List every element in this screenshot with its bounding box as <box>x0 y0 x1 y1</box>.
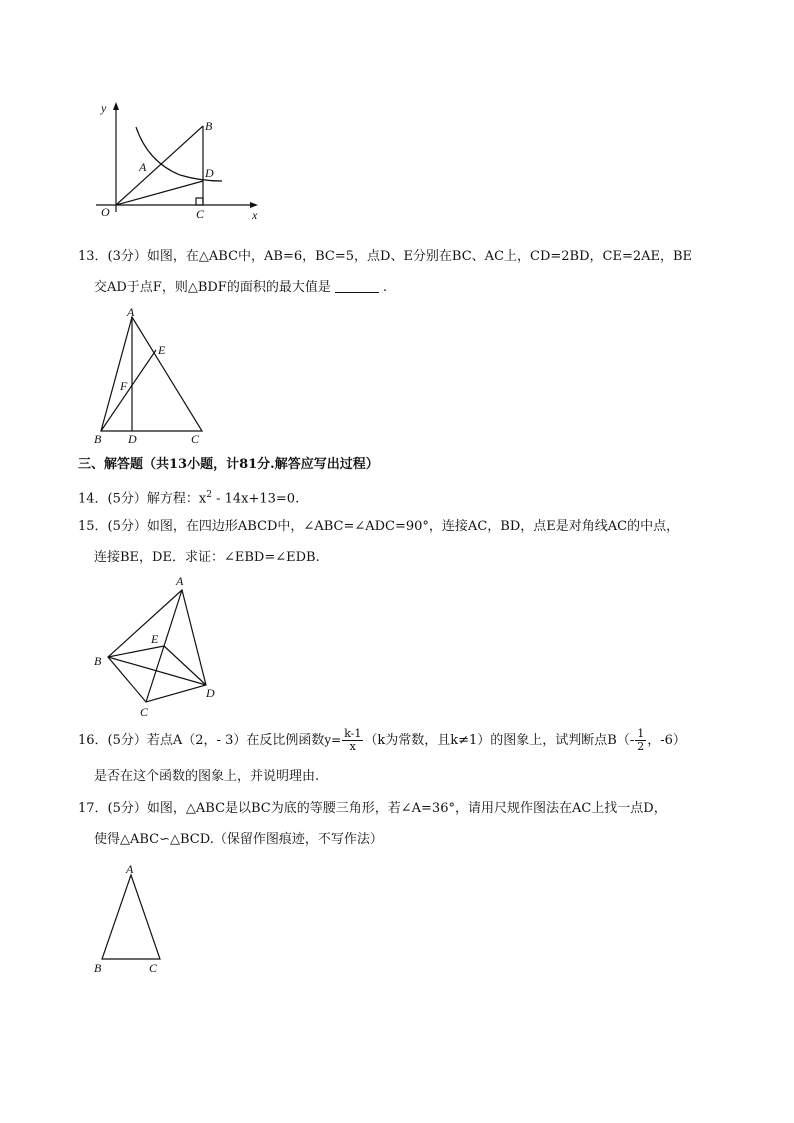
triangle-ABC <box>102 875 160 959</box>
q16-line2: 是否在这个函数的图象上，并说明理由. <box>94 769 320 784</box>
q16-text-a: 16．(5分）若点A（2，- 3）在反比例函数 <box>78 733 325 748</box>
label-A: A <box>127 305 135 319</box>
q16-point-B: B（- <box>607 733 635 748</box>
q16-half-denominator: 2 <box>637 740 645 753</box>
q15-line2: 连接BE，DE．求证：∠EBD=∠EDB. <box>94 550 320 565</box>
label-D: D <box>206 686 215 700</box>
label-D: D <box>128 432 137 446</box>
label-C: C <box>191 432 200 446</box>
label-E: E <box>158 343 166 357</box>
label-y-axis: y <box>101 101 107 115</box>
q16-frac-numerator: k-1 <box>344 727 362 740</box>
label-F: F <box>120 379 128 393</box>
section3-title: 三、解答题（共13小题，计81分.解答应写出过程） <box>78 457 379 472</box>
label-C: C <box>140 705 149 719</box>
q14-text-b: - 14x+13=0. <box>211 491 300 507</box>
label-A: A <box>126 862 134 876</box>
label-O: O <box>101 205 110 219</box>
q15-line1: 15．(5分）如图，在四边形ABCD中，∠ABC=∠ADC=90°，连接AC，BD，点E是对角线AC的中点， <box>78 519 680 534</box>
q13-line1: 13．(3分）如图，在△ABC中，AB=6，BC=5，点D、E分别在BC、AC上，CD=2BD，CE=2AE，BE <box>78 249 693 264</box>
label-B: B <box>94 961 102 975</box>
q17-line1: 17．(5分）如图，△ABC是以BC为底的等腰三角形，若∠A=36°，请用尺规作图法在AC上找一点D， <box>78 801 667 816</box>
q13-line2-text: 交AD于点F，则△BDF的面积的最大值是 <box>94 280 331 295</box>
label-C: C <box>196 207 205 221</box>
q16-text-c: ，-6） <box>647 733 686 748</box>
label-x-axis: x <box>252 208 258 222</box>
label-D: D <box>205 166 214 180</box>
label-A: A <box>176 574 184 588</box>
q17-line2: 使得△ABC∽△BCD.（保留作图痕迹，不写作法） <box>94 832 383 847</box>
q16-frac-denominator: x <box>349 740 356 753</box>
q16-half-numerator: 1 <box>637 727 645 740</box>
label-B: B <box>94 432 102 446</box>
q14-exponent: 2 <box>206 490 212 500</box>
q14-text-a: 14．(5分）解方程：x <box>78 491 207 507</box>
q16-y-eq: y= <box>324 733 342 747</box>
label-B: B <box>94 654 102 668</box>
label-C: C <box>149 961 158 975</box>
label-B: B <box>205 119 213 133</box>
q16-text-b: （k为常数，且k≠1）的图象上，试判断点 <box>364 733 608 748</box>
label-A: A <box>139 160 147 174</box>
label-E: E <box>151 632 159 646</box>
q13-line2-end: . <box>382 280 387 295</box>
